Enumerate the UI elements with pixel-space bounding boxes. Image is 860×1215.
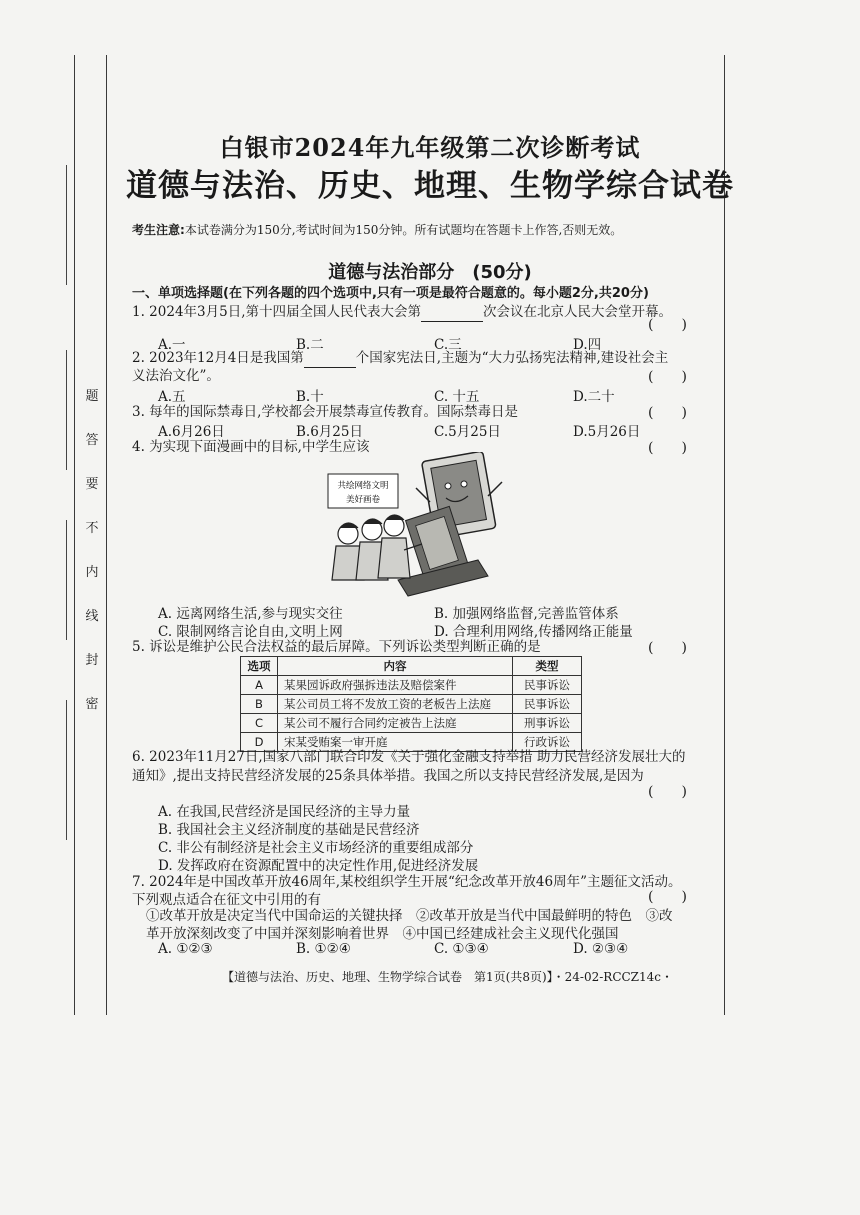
table-cell-content: 某公司员工将不发放工资的老板告上法庭 bbox=[278, 695, 513, 714]
table-row bbox=[241, 676, 582, 695]
student-info-line-2 bbox=[66, 350, 67, 470]
q7-option-b: B. ①②④ bbox=[296, 941, 351, 957]
q1-option-d: D.四 bbox=[573, 337, 602, 353]
student-info-line-3 bbox=[66, 520, 67, 640]
q1-option-a: A.一 bbox=[158, 337, 186, 353]
q2-stem-line-2: 义法治文化”。 bbox=[132, 368, 220, 384]
cartoon-illustration bbox=[318, 452, 508, 602]
q7-statements-line-1: ①改革开放是决定当代中国命运的关键抉择 ②改革开放是当代中国最鲜明的特色 ③改 bbox=[146, 908, 673, 924]
cartoon-caption-line-1: 共绘网络文明 bbox=[337, 481, 389, 491]
binding-char: 密 bbox=[85, 697, 99, 712]
q2-option-c: C. 十五 bbox=[434, 389, 480, 405]
binding-char: 内 bbox=[85, 565, 99, 580]
exam-title: 白银市2024年九年级第二次诊断考试 bbox=[219, 133, 641, 162]
q3-option-c: C.5月25日 bbox=[434, 424, 501, 440]
q7-option-c: C. ①③④ bbox=[434, 941, 489, 957]
q1-stem-part-b: 次会议在北京人民大会堂开幕。 bbox=[483, 304, 672, 320]
q4-answer-paren: ( ) bbox=[648, 440, 687, 456]
table-cell-type: 刑事诉讼 bbox=[513, 714, 582, 733]
question-5-stem: 5. 诉讼是维护公民合法权益的最后屏障。下列诉讼类型判断正确的是 bbox=[132, 639, 541, 655]
table-cell-type: 民事诉讼 bbox=[513, 676, 582, 695]
q2-answer-paren: ( ) bbox=[648, 369, 687, 385]
q7-option-a: A. ①②③ bbox=[158, 941, 213, 957]
table-row bbox=[241, 695, 582, 714]
q3-option-b: B.6月25日 bbox=[296, 424, 363, 440]
question-2-stem bbox=[132, 348, 692, 368]
page-footer: 【道德与法治、历史、地理、生物学综合试卷 第1页(共8页)】・24-02-RCCZ14c・ bbox=[222, 970, 674, 984]
exam-subject-title: 道德与法治、历史、地理、生物学综合试卷 bbox=[126, 168, 734, 204]
notice-text: 本试卷满分为150分,考试时间为150分钟。所有试题均在答题卡上作答,否则无效。 bbox=[184, 223, 623, 237]
question-3-stem: 3. 每年的国际禁毒日,学校都会开展禁毒宣传教育。国际禁毒日是 bbox=[132, 404, 518, 420]
q6-option-c: C. 非公有制经济是社会主义市场经济的重要组成部分 bbox=[158, 840, 474, 856]
q2-option-a: A.五 bbox=[158, 389, 186, 405]
q4-option-b: B. 加强网络监督,完善监管体系 bbox=[434, 606, 619, 622]
q6-option-b: B. 我国社会主义经济制度的基础是民营经济 bbox=[158, 822, 420, 838]
q4-option-a: A. 远离网络生活,参与现实交往 bbox=[158, 606, 343, 622]
q2-option-d: D.二十 bbox=[573, 389, 615, 405]
q3-option-a: A.6月26日 bbox=[158, 424, 225, 440]
q1-answer-blank bbox=[421, 307, 483, 322]
cartoon-caption-line-2: 美好画卷 bbox=[345, 495, 381, 505]
q1-stem-part-a: 1. 2024年3月5日,第十四届全国人民代表大会第 bbox=[132, 304, 421, 320]
q3-option-d: D.5月26日 bbox=[573, 424, 641, 440]
q6-answer-paren: ( ) bbox=[648, 784, 687, 800]
binding-char: 线 bbox=[85, 609, 99, 624]
q7-statements-line-2: 革开放深刻改变了中国并深刻影响着世界 ④中国已经建成社会主义现代化强国 bbox=[146, 926, 619, 942]
table-header-row bbox=[241, 657, 582, 676]
q3-answer-paren: ( ) bbox=[648, 405, 687, 421]
q2-option-b: B.十 bbox=[296, 389, 324, 405]
binding-char: 不 bbox=[85, 521, 99, 536]
question-4-stem: 4. 为实现下面漫画中的目标,中学生应该 bbox=[132, 439, 370, 455]
table-cell-type: 民事诉讼 bbox=[513, 695, 582, 714]
q4-option-d: D. 合理利用网络,传播网络正能量 bbox=[434, 624, 633, 640]
table-header-option: 选项 bbox=[241, 657, 278, 676]
q6-option-a: A. 在我国,民营经济是国民经济的主导力量 bbox=[158, 804, 411, 820]
candidate-notice bbox=[132, 221, 732, 238]
question-1-stem bbox=[132, 302, 692, 322]
student-info-line-4 bbox=[66, 700, 67, 840]
q4-option-c: C. 限制网络言论自由,文明上网 bbox=[158, 624, 343, 640]
table-header-content: 内容 bbox=[278, 657, 513, 676]
table-header-type: 类型 bbox=[513, 657, 582, 676]
question-6-stem-line-2: 通知》,提出支持民营经济发展的25条具体举措。我国之所以支持民营经济发展,是因为 bbox=[132, 768, 644, 784]
q7-option-d: D. ②③④ bbox=[573, 941, 629, 957]
binding-char: 答 bbox=[85, 433, 99, 448]
q7-answer-paren: ( ) bbox=[648, 889, 687, 905]
table-row bbox=[241, 714, 582, 733]
table-cell-option: D bbox=[241, 733, 278, 752]
question-7-stem-line-1: 7. 2024年是中国改革开放46周年,某校组织学生开展“纪念改革开放46周年”主题征文活动。 bbox=[132, 874, 682, 890]
question-6-stem-line-1: 6. 2023年11月27日,国家八部门联合印发《关于强化金融支持举措 助力民营经济发展壮大的 bbox=[132, 749, 686, 765]
table-cell-content: 某果园诉政府强拆违法及赔偿案件 bbox=[278, 676, 513, 695]
question-7-stem-line-2: 下列观点适合在征文中引用的有 bbox=[132, 892, 321, 908]
binding-char: 要 bbox=[85, 477, 99, 492]
table-cell-option: A bbox=[241, 676, 278, 695]
q2-stem-part-b: 个国家宪法日,主题为“大力弘扬宪法精神,建设社会主 bbox=[355, 350, 669, 366]
table-cell-option: C bbox=[241, 714, 278, 733]
binding-warning bbox=[80, 375, 104, 727]
q1-option-c: C.三 bbox=[434, 337, 462, 353]
litigation-type-table bbox=[240, 656, 582, 752]
section-title: 道德与法治部分 (50分) bbox=[328, 262, 532, 283]
table-cell-content: 某公司不履行合同约定被告上法庭 bbox=[278, 714, 513, 733]
q5-answer-paren: ( ) bbox=[648, 640, 687, 656]
q6-option-d: D. 发挥政府在资源配置中的决定性作用,促进经济发展 bbox=[158, 858, 479, 874]
table-cell-content: 宋某受贿案一审开庭 bbox=[278, 733, 513, 752]
q1-answer-paren: ( ) bbox=[648, 317, 687, 333]
q2-stem-part-a: 2. 2023年12月4日是我国第 bbox=[132, 350, 304, 366]
q1-option-b: B.二 bbox=[296, 337, 324, 353]
table-cell-option: B bbox=[241, 695, 278, 714]
binding-char: 封 bbox=[85, 653, 99, 668]
binding-char: 题 bbox=[85, 389, 99, 404]
section-instruction: 一、单项选择题(在下列各题的四个选项中,只有一项是最符合题意的。每小题2分,共20分) bbox=[132, 286, 649, 301]
table-cell-type: 行政诉讼 bbox=[513, 733, 582, 752]
notice-label: 考生注意: bbox=[132, 223, 185, 237]
